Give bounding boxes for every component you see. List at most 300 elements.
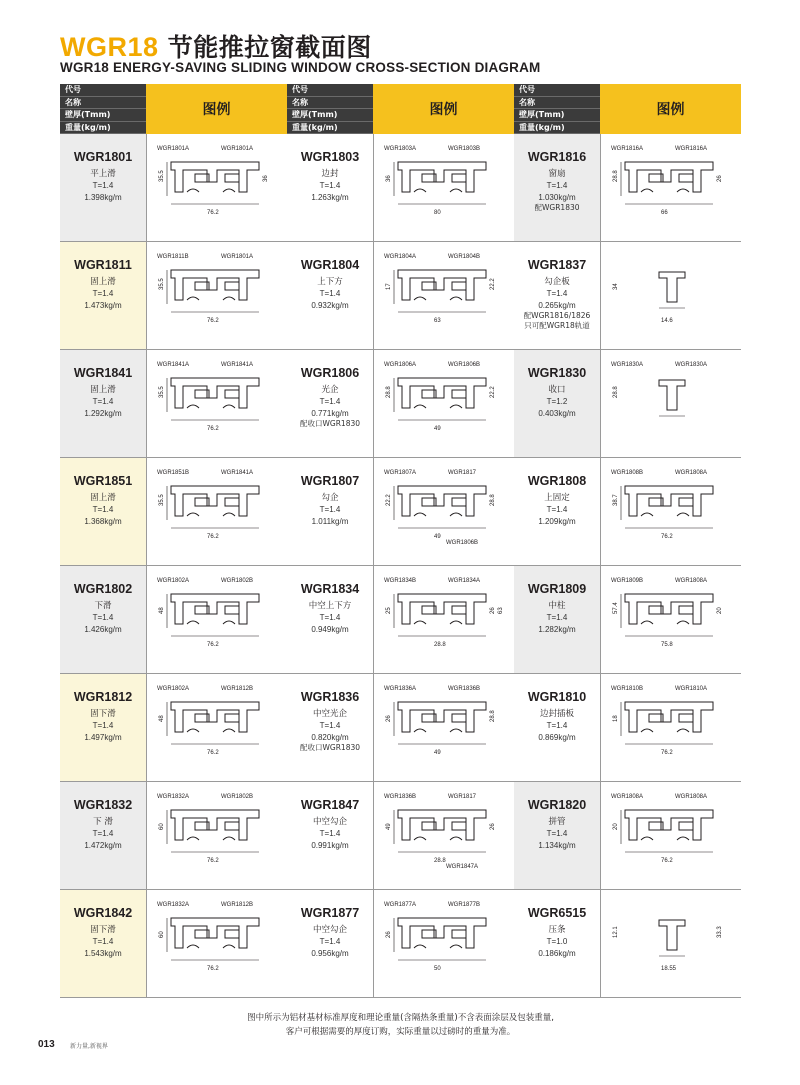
profile-code: WGR1830 bbox=[527, 366, 587, 380]
fig-label: WGR1830A bbox=[611, 362, 644, 368]
profile-thickness: T=1.4 bbox=[319, 937, 341, 946]
profile-name: 边封 bbox=[321, 169, 339, 179]
header-figure-label: 图例 bbox=[373, 84, 514, 134]
profile-drawing bbox=[384, 146, 486, 216]
profile-weight: 0.403kg/m bbox=[538, 409, 576, 418]
profile-name: 收口 bbox=[548, 385, 566, 395]
dimension-label: 18 bbox=[613, 715, 619, 722]
profile-note: 配WGR1816/1826 bbox=[523, 311, 591, 320]
profile-note: 配收口WGR1830 bbox=[299, 743, 361, 752]
table-row bbox=[514, 674, 741, 782]
profile-weight: 1.368kg/m bbox=[84, 517, 122, 526]
profile-thickness: T=1.4 bbox=[319, 505, 341, 514]
profile-figure bbox=[146, 242, 287, 350]
profile-info-cell bbox=[514, 242, 600, 350]
dimension-label: 12.1 bbox=[613, 926, 619, 938]
table-row bbox=[287, 350, 514, 458]
profile-code: WGR1816 bbox=[527, 150, 587, 164]
profile-info-cell bbox=[287, 350, 373, 458]
cross-section-diagram bbox=[601, 890, 741, 997]
table-row bbox=[514, 782, 741, 890]
fig-label: WGR1851B bbox=[157, 470, 190, 476]
profile-code: WGR1811 bbox=[74, 258, 132, 272]
table-row bbox=[514, 134, 741, 242]
profile-name: 中柱 bbox=[548, 601, 566, 611]
profile-info-cell bbox=[287, 242, 373, 350]
table-row bbox=[287, 458, 514, 566]
profile-figure bbox=[600, 242, 741, 350]
header-figure-label: 图例 bbox=[146, 84, 287, 134]
profile-info-cell bbox=[287, 134, 373, 242]
fig-label: WGR1832A bbox=[157, 794, 190, 800]
profile-figure bbox=[146, 674, 287, 782]
profile-code: WGR1842 bbox=[73, 906, 133, 920]
cross-section-diagram bbox=[601, 782, 741, 889]
profile-thickness: T=1.4 bbox=[92, 181, 114, 190]
fig-label: WGR1830A bbox=[675, 362, 708, 368]
dimension-label: 36 bbox=[386, 175, 392, 182]
cross-section-diagram bbox=[601, 674, 741, 781]
fig-label: WGR1808A bbox=[675, 470, 708, 476]
profile-thickness: T=1.4 bbox=[319, 613, 341, 622]
table-row bbox=[287, 566, 514, 674]
cross-section-diagram bbox=[147, 242, 287, 349]
profile-thickness: T=1.4 bbox=[92, 937, 114, 946]
profile-weight: 1.011kg/m bbox=[311, 517, 349, 526]
profile-code: WGR1801 bbox=[73, 150, 133, 164]
profile-name: 勾企 bbox=[321, 493, 339, 503]
header-field-label: 重量(kg/m) bbox=[60, 122, 146, 135]
profile-weight: 0.869kg/m bbox=[538, 733, 576, 742]
profile-weight: 1.134kg/m bbox=[538, 841, 576, 850]
profile-drawing bbox=[157, 794, 259, 864]
cross-section-diagram bbox=[374, 566, 514, 673]
footer-note-line-1: 图中所示为铝材基材标准厚度和理论重量(含隔热条重量)不含表面涂层及包装重量, bbox=[247, 1013, 554, 1023]
profile-drawing bbox=[384, 578, 504, 648]
header-field-label: 代号 bbox=[60, 84, 146, 97]
title-english: WGR18 ENERGY-SAVING SLIDING WINDOW CROSS-SECTION DIAGRAM bbox=[60, 60, 541, 75]
fig-label: WGR1816A bbox=[611, 146, 644, 152]
profile-note: 配收口WGR1830 bbox=[299, 419, 361, 428]
dimension-label: 26 bbox=[386, 715, 392, 722]
fig-label: WGR1801A bbox=[221, 254, 254, 260]
profile-info-cell bbox=[514, 350, 600, 458]
header-field-labels bbox=[287, 84, 373, 134]
profile-drawing bbox=[611, 794, 713, 864]
profile-thickness: T=1.4 bbox=[92, 289, 114, 298]
table-header bbox=[287, 84, 514, 134]
profile-weight: 1.497kg/m bbox=[84, 733, 122, 742]
profile-thickness: T=1.4 bbox=[319, 397, 341, 406]
table-row bbox=[514, 350, 741, 458]
profile-thickness: T=1.4 bbox=[319, 289, 341, 298]
cross-section-diagram bbox=[601, 242, 741, 349]
dimension-label: 35.5 bbox=[159, 170, 165, 182]
header-field-label: 名称 bbox=[60, 97, 146, 110]
profile-weight: 1.292kg/m bbox=[84, 409, 122, 418]
profile-info-cell bbox=[514, 134, 600, 242]
profile-info-cell bbox=[60, 458, 146, 566]
cross-section-diagram bbox=[601, 458, 741, 565]
profile-code: WGR1851 bbox=[73, 474, 133, 488]
dimension-label: 20 bbox=[613, 823, 619, 830]
dimension-label: 76.2 bbox=[207, 966, 219, 972]
dimension-label: 75.8 bbox=[661, 642, 673, 648]
profile-name: 边封插板 bbox=[539, 709, 574, 719]
dimension-label: 50 bbox=[434, 966, 441, 972]
profile-name: 窗扇 bbox=[548, 169, 566, 179]
fig-label: WGR1802B bbox=[221, 794, 254, 800]
dimension-label: 28.8 bbox=[434, 642, 446, 648]
profile-name: 上固定 bbox=[544, 493, 570, 503]
dimension-label: 26 bbox=[490, 607, 496, 614]
dimension-label: 76.2 bbox=[661, 858, 673, 864]
header-field-labels bbox=[514, 84, 600, 134]
profile-weight: 1.398kg/m bbox=[84, 193, 122, 202]
dimension-label: 25 bbox=[386, 607, 392, 614]
fig-label: WGR1807A bbox=[384, 470, 417, 476]
cross-section-diagram bbox=[374, 674, 514, 781]
profile-thickness: T=1.4 bbox=[546, 181, 568, 190]
header-field-label: 重量(kg/m) bbox=[514, 122, 600, 135]
dimension-label: 63 bbox=[498, 607, 504, 614]
profile-info-cell bbox=[60, 134, 146, 242]
profile-info-cell bbox=[60, 782, 146, 890]
profile-drawing bbox=[384, 902, 486, 972]
dimension-label: 60 bbox=[159, 823, 165, 830]
dimension-label: 76.2 bbox=[207, 858, 219, 864]
dimension-label: 48 bbox=[159, 607, 165, 614]
profile-code: WGR1804 bbox=[300, 258, 360, 272]
table-row bbox=[514, 566, 741, 674]
profile-code: WGR1834 bbox=[300, 582, 360, 596]
dimension-label: 22.2 bbox=[386, 494, 392, 506]
dimension-label: 14.6 bbox=[661, 318, 673, 324]
profile-code: WGR1837 bbox=[527, 258, 587, 272]
profile-name: 下 滑 bbox=[93, 817, 113, 827]
dimension-label: 49 bbox=[386, 823, 392, 830]
fig-label: WGR1834A bbox=[448, 578, 481, 584]
cross-section-diagram bbox=[147, 782, 287, 889]
cross-section-diagram bbox=[374, 782, 514, 889]
table-row bbox=[514, 458, 741, 566]
fig-label: WGR1817 bbox=[448, 794, 477, 800]
profile-code: WGR1810 bbox=[527, 690, 587, 704]
profile-thickness: T=1.2 bbox=[546, 397, 568, 406]
fig-label: WGR1806A bbox=[384, 362, 417, 368]
dimension-label: 26 bbox=[386, 931, 392, 938]
fig-label: WGR1810A bbox=[675, 686, 708, 692]
profile-info-cell bbox=[287, 782, 373, 890]
profile-code: WGR6515 bbox=[527, 906, 587, 920]
profile-figure bbox=[146, 458, 287, 566]
profile-thickness: T=1.4 bbox=[546, 721, 568, 730]
table-row bbox=[60, 242, 287, 350]
profile-info-cell bbox=[287, 890, 373, 998]
fig-label: WGR1806B bbox=[446, 540, 479, 546]
dimension-label: 76.2 bbox=[207, 210, 219, 216]
profile-name: 拼管 bbox=[548, 817, 566, 827]
profile-drawing bbox=[157, 902, 259, 972]
profile-code: WGR1802 bbox=[73, 582, 133, 596]
profile-drawing bbox=[157, 578, 259, 648]
profile-weight: 1.263kg/m bbox=[311, 193, 349, 202]
profile-info-cell bbox=[60, 242, 146, 350]
fig-label: WGR1877A bbox=[384, 902, 417, 908]
profile-figure bbox=[600, 782, 741, 890]
header-field-label: 壁厚(Tmm) bbox=[514, 109, 600, 122]
profile-weight: 1.426kg/m bbox=[84, 625, 122, 634]
profile-thickness: T=1.4 bbox=[546, 505, 568, 514]
dimension-label: 17 bbox=[386, 283, 392, 290]
table-header bbox=[514, 84, 741, 134]
profile-code: WGR1877 bbox=[300, 906, 360, 920]
profile-drawing bbox=[613, 920, 723, 972]
row-divider bbox=[514, 997, 741, 998]
cross-section-diagram bbox=[147, 890, 287, 997]
profile-figure bbox=[373, 566, 514, 674]
profile-info-cell bbox=[287, 566, 373, 674]
fig-label: WGR1836B bbox=[448, 686, 481, 692]
profile-name: 固上滑 bbox=[90, 277, 116, 287]
cross-section-diagram bbox=[147, 134, 287, 241]
dimension-label: 33.3 bbox=[717, 926, 723, 938]
profile-name: 压条 bbox=[548, 925, 566, 935]
profile-weight: 0.991kg/m bbox=[311, 841, 349, 850]
profile-figure bbox=[373, 674, 514, 782]
dimension-label: 48 bbox=[159, 715, 165, 722]
fig-label: WGR1801A bbox=[221, 146, 254, 152]
fig-label: WGR1877B bbox=[448, 902, 481, 908]
dimension-label: 66 bbox=[661, 210, 668, 216]
profile-info-cell bbox=[60, 350, 146, 458]
dimension-label: 49 bbox=[434, 750, 441, 756]
dimension-label: 76.2 bbox=[661, 534, 673, 540]
fig-label: WGR1812B bbox=[221, 902, 254, 908]
profile-figure bbox=[600, 674, 741, 782]
dimension-label: 49 bbox=[434, 534, 441, 540]
dimension-label: 26 bbox=[490, 823, 496, 830]
profile-info-cell bbox=[60, 566, 146, 674]
dimension-label: 20 bbox=[717, 607, 723, 614]
cross-section-diagram bbox=[601, 566, 741, 673]
profile-drawing bbox=[157, 686, 259, 756]
dimension-label: 28.8 bbox=[434, 858, 446, 864]
profile-info-cell bbox=[514, 458, 600, 566]
header-field-label: 壁厚(Tmm) bbox=[60, 109, 146, 122]
fig-label: WGR1834B bbox=[384, 578, 417, 584]
profile-figure bbox=[373, 782, 514, 890]
table-row bbox=[60, 782, 287, 890]
profile-code: WGR1808 bbox=[527, 474, 587, 488]
profile-thickness: T=1.4 bbox=[92, 397, 114, 406]
fig-label: WGR1804A bbox=[384, 254, 417, 260]
cross-section-diagram bbox=[374, 458, 514, 565]
dimension-label: 76.2 bbox=[207, 318, 219, 324]
profile-code: WGR1832 bbox=[73, 798, 133, 812]
profile-name: 中空勾企 bbox=[312, 925, 347, 935]
profile-note: 配WGR1830 bbox=[534, 203, 580, 212]
page-number: 013 bbox=[38, 1039, 55, 1050]
cross-section-diagram bbox=[147, 458, 287, 565]
profile-name: 光企 bbox=[321, 385, 339, 395]
profile-weight: 1.543kg/m bbox=[84, 949, 122, 958]
profile-thickness: T=1.4 bbox=[92, 721, 114, 730]
fig-label: WGR1832A bbox=[157, 902, 190, 908]
fig-label: WGR1816A bbox=[675, 146, 708, 152]
table-row bbox=[60, 458, 287, 566]
fig-label: WGR1808A bbox=[675, 578, 708, 584]
profile-drawing bbox=[611, 362, 707, 416]
profile-drawing bbox=[157, 254, 259, 324]
profile-drawing bbox=[157, 362, 259, 432]
profile-thickness: T=1.4 bbox=[546, 289, 568, 298]
fig-label: WGR1841A bbox=[221, 470, 254, 476]
profile-figure bbox=[600, 890, 741, 998]
table-row bbox=[60, 134, 287, 242]
dimension-label: 38.7 bbox=[613, 494, 619, 506]
table-row bbox=[287, 134, 514, 242]
profile-info-cell bbox=[514, 890, 600, 998]
profile-thickness: T=1.4 bbox=[92, 613, 114, 622]
table-row bbox=[60, 350, 287, 458]
fig-label: WGR1841A bbox=[221, 362, 254, 368]
header-field-label: 代号 bbox=[514, 84, 600, 97]
table-row bbox=[514, 242, 741, 350]
row-divider bbox=[60, 997, 287, 998]
cross-section-diagram bbox=[147, 674, 287, 781]
fig-label: WGR1809B bbox=[611, 578, 644, 584]
profile-name: 中空光企 bbox=[312, 709, 347, 719]
profile-figure bbox=[600, 458, 741, 566]
profile-weight: 0.771kg/m bbox=[311, 409, 349, 418]
dimension-label: 60 bbox=[159, 931, 165, 938]
profile-name: 中空勾企 bbox=[312, 817, 347, 827]
profile-weight: 1.473kg/m bbox=[84, 301, 122, 310]
profile-thickness: T=1.4 bbox=[92, 829, 114, 838]
cross-section-diagram bbox=[374, 350, 514, 457]
profile-code: WGR1820 bbox=[527, 798, 587, 812]
profile-figure bbox=[373, 134, 514, 242]
profile-info-cell bbox=[60, 890, 146, 998]
header-field-label: 重量(kg/m) bbox=[287, 122, 373, 135]
fig-label: WGR1847A bbox=[446, 864, 479, 870]
cross-section-diagram bbox=[374, 890, 514, 997]
dimension-label: 22.2 bbox=[490, 278, 496, 290]
fig-label: WGR1808A bbox=[675, 794, 708, 800]
fig-label: WGR1811B bbox=[157, 254, 189, 260]
dimension-label: 36 bbox=[263, 175, 269, 182]
header-field-label: 代号 bbox=[287, 84, 373, 97]
profile-figure bbox=[146, 566, 287, 674]
dimension-label: 76.2 bbox=[661, 750, 673, 756]
dimension-label: 80 bbox=[434, 210, 441, 216]
cross-section-diagram bbox=[147, 350, 287, 457]
page-title bbox=[60, 28, 372, 64]
fig-label: WGR1802A bbox=[157, 686, 190, 692]
row-divider bbox=[287, 997, 514, 998]
profile-figure bbox=[146, 782, 287, 890]
dimension-label: 28.8 bbox=[490, 494, 496, 506]
table-header bbox=[60, 84, 287, 134]
profile-name: 平上滑 bbox=[90, 169, 116, 179]
profile-code: WGR1847 bbox=[300, 798, 360, 812]
profile-code: WGR1807 bbox=[300, 474, 360, 488]
dimension-label: 28.8 bbox=[490, 710, 496, 722]
profile-weight: 1.030kg/m bbox=[538, 193, 576, 202]
profile-weight: 0.265kg/m bbox=[538, 301, 576, 310]
profile-thickness: T=1.4 bbox=[546, 613, 568, 622]
fig-label: WGR1812B bbox=[221, 686, 254, 692]
profile-weight: 0.949kg/m bbox=[311, 625, 349, 634]
fig-label: WGR1836A bbox=[384, 686, 417, 692]
cross-section-diagram bbox=[601, 350, 741, 457]
fig-label: WGR1817 bbox=[448, 470, 477, 476]
dimension-label: 34 bbox=[613, 283, 619, 290]
fig-label: WGR1801A bbox=[157, 146, 190, 152]
header-figure-label: 图例 bbox=[600, 84, 741, 134]
fig-label: WGR1836B bbox=[384, 794, 417, 800]
header-field-label: 名称 bbox=[287, 97, 373, 110]
cross-section-diagram bbox=[374, 134, 514, 241]
dimension-label: 76.2 bbox=[207, 426, 219, 432]
fig-label: WGR1810B bbox=[611, 686, 644, 692]
dimension-label: 35.5 bbox=[159, 494, 165, 506]
profile-thickness: T=1.4 bbox=[546, 829, 568, 838]
profile-info-cell bbox=[60, 674, 146, 782]
profile-drawing bbox=[613, 272, 685, 324]
fig-label: WGR1806B bbox=[448, 362, 481, 368]
series-code: WGR18 bbox=[60, 32, 159, 62]
table-row bbox=[60, 566, 287, 674]
table-row bbox=[287, 782, 514, 890]
dimension-label: 76.2 bbox=[207, 750, 219, 756]
fig-label: WGR1808A bbox=[611, 794, 644, 800]
profile-figure bbox=[146, 134, 287, 242]
profile-code: WGR1803 bbox=[300, 150, 360, 164]
profile-weight: 1.472kg/m bbox=[84, 841, 122, 850]
profile-figure bbox=[373, 458, 514, 566]
fig-label: WGR1803A bbox=[384, 146, 417, 152]
fig-label: WGR1841A bbox=[157, 362, 190, 368]
profile-weight: 1.209kg/m bbox=[538, 517, 576, 526]
profile-thickness: T=1.4 bbox=[319, 181, 341, 190]
profile-info-cell bbox=[514, 782, 600, 890]
header-field-labels bbox=[60, 84, 146, 134]
dimension-label: 35.5 bbox=[159, 386, 165, 398]
profile-name: 中空上下方 bbox=[308, 601, 352, 611]
title-chinese: 节能推拉窗截面图 bbox=[167, 33, 372, 62]
profile-name: 固下滑 bbox=[90, 925, 116, 935]
profile-code: WGR1836 bbox=[300, 690, 360, 704]
profile-thickness: T=1.4 bbox=[92, 505, 114, 514]
table-row bbox=[287, 242, 514, 350]
dimension-label: 22.2 bbox=[490, 386, 496, 398]
profile-name: 下滑 bbox=[94, 601, 112, 611]
profile-drawing bbox=[157, 470, 259, 540]
profile-name: 上下方 bbox=[317, 277, 343, 287]
header-field-label: 名称 bbox=[514, 97, 600, 110]
footer-note bbox=[60, 1011, 741, 1039]
profile-figure bbox=[373, 890, 514, 998]
table-row bbox=[60, 890, 287, 998]
dimension-label: 63 bbox=[434, 318, 441, 324]
profile-code: WGR1841 bbox=[73, 366, 133, 380]
profile-drawing bbox=[384, 362, 496, 432]
profile-weight: 0.820kg/m bbox=[311, 733, 349, 742]
profile-code: WGR1809 bbox=[527, 582, 587, 596]
profile-weight: 0.932kg/m bbox=[311, 301, 349, 310]
